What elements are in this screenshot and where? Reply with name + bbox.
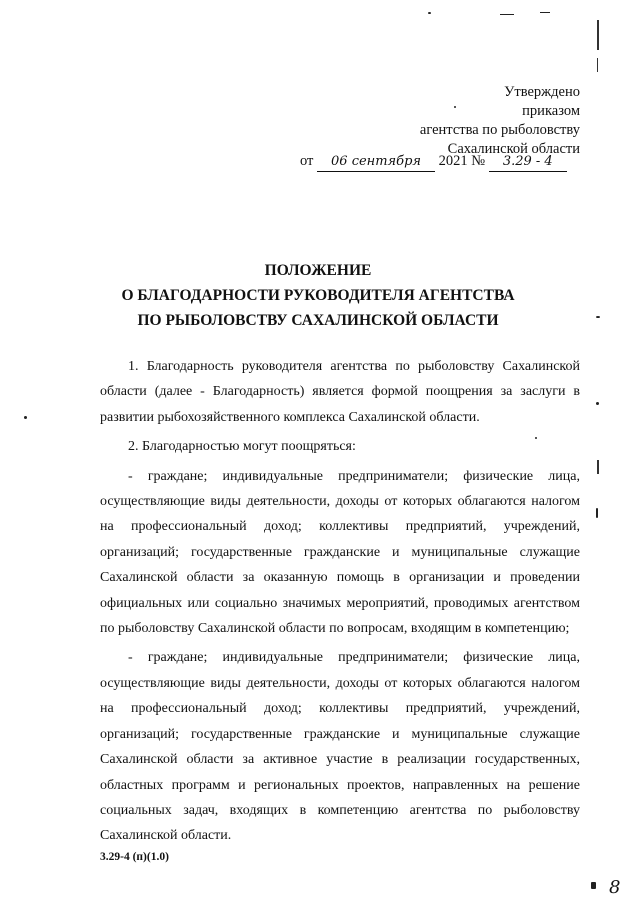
approval-block <box>420 83 580 159</box>
approval-line: агентства по рыболовству <box>419 122 580 138</box>
paragraph: - граждане; индивидуальные предприниматели; физические лица, осуществляющие виды деятельности, доходы от которых облагаются налогом на профессиональный доход; коллективы предприятий, учреждений, организаций; государственные гражданские и муниципальные служащие Сахалинской области за оказанную помощь в организации и проведении официальных или социально значимых мероприятий, проводимых агентством по рыболовству Сахалинской области по вопросам, входящим в компетенцию; <box>100 468 580 637</box>
title-line: ПОЛОЖЕНИЕ <box>264 262 372 279</box>
scan-edge-line <box>597 460 599 474</box>
document-body <box>100 354 580 849</box>
approval-date-line <box>300 152 567 172</box>
paragraph: - граждане; индивидуальные предприниматели; физические лица, осуществляющие виды деятельности, доходы от которых облагаются налогом на профессиональный доход; коллективы предприятий, учреждений, организаций; государственные гражданские и муниципальные служащие Сахалинской области за активное участие в реализации государственных, областных программ и региональных проектов, направленных на решение социальных задач, входящих в компетенцию агентства по рыболовству Сахалинской области. <box>100 650 580 844</box>
approval-line: приказом <box>522 103 580 119</box>
title-line: О БЛАГОДАРНОСТИ РУКОВОДИТЕЛЯ АГЕНТСТВА <box>121 287 515 304</box>
title-line: ПО РЫБОЛОВСТВУ САХАЛИНСКОЙ ОБЛАСТИ <box>137 312 499 329</box>
scan-edge-line <box>597 58 598 72</box>
order-year: 2021 № <box>438 153 486 169</box>
scan-artifact <box>540 12 550 13</box>
scan-edge-line <box>597 20 599 50</box>
scan-artifact <box>24 416 27 419</box>
scan-artifact <box>596 402 599 405</box>
document-title <box>0 258 636 333</box>
handwritten-date: 06 сентября <box>317 152 435 172</box>
scan-artifact <box>596 508 598 518</box>
paragraph: 1. Благодарность руководителя агентства по рыболовству Сахалинской области (далее - Благодарность) является формой поощрения за заслуги в развитии рыбохозяйственного комплекса Сахалинской области. <box>100 359 580 425</box>
page-number: 8 <box>609 877 621 898</box>
paragraph: 2. Благодарностью могут поощряться: <box>128 439 356 455</box>
approval-line: Сахалинской области <box>447 141 580 157</box>
handwritten-order-number: 3.29 - 4 <box>489 152 567 172</box>
date-prefix: от <box>300 153 314 169</box>
scan-artifact <box>500 14 514 15</box>
scan-artifact <box>591 882 596 889</box>
document-code: 3.29-4 (п)(1.0) <box>100 851 169 863</box>
approval-line: Утверждено <box>504 84 580 100</box>
scan-artifact <box>428 12 431 14</box>
